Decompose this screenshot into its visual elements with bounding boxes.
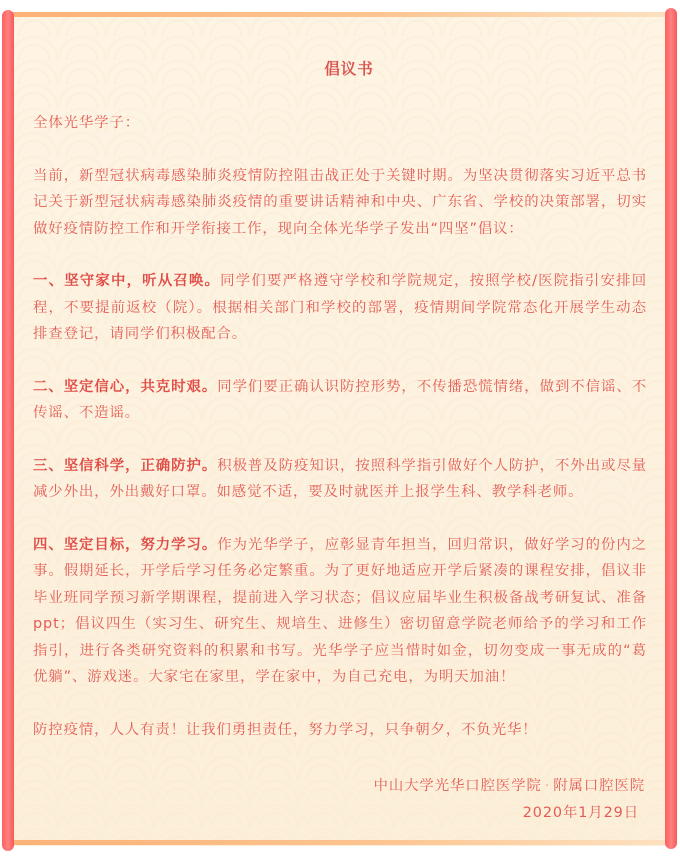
bottom-decorative-line [12, 840, 668, 845]
signature-separator: · [544, 778, 551, 794]
initiative-2 [33, 374, 647, 427]
greeting: 全体光华学子： [33, 115, 141, 131]
signature-date: 2020年1月29日 [522, 804, 639, 821]
signature-organization [33, 773, 647, 800]
page-title: 倡议书 [324, 60, 374, 78]
letter-content [33, 12, 647, 826]
initiative-1-heading: 一、坚守家中，听从召唤。 [33, 273, 221, 289]
initiative-4 [33, 532, 647, 691]
closing-statement: 防控疫情，人人有责！让我们勇担责任，努力学习，只争朝夕，不负光华！ [33, 721, 538, 738]
initiative-2-heading: 二、坚定信心，共克时艰。 [33, 378, 218, 395]
intro-paragraph: 当前，新型冠状病毒感染肺炎疫情防控阻击战正处于关键时期。为坚决贯彻落实习近平总书记关于新型冠状病毒感染肺炎疫情的重要讲话精神和中央、广东省、学校的决策部署，切实做好疫情防控工作和开学衔接工作，现向全体光华学子发出“四坚”倡议： [33, 167, 647, 237]
initiative-3-body: 积极普及防疫知识，按照科学指引做好个人防护，不外出或尽量减少外出，外出戴好口罩。如感觉不适，要及时就医并上报学生科、教学科老师。 [33, 457, 647, 500]
initiative-4-heading: 四、坚定目标，努力学习。 [33, 536, 218, 553]
initiative-2-body: 同学们要正确认识防控形势，不传播恐慌情绪，做到不信谣、不传谣、不造谣。 [33, 378, 647, 421]
initiative-3 [33, 453, 647, 506]
initiative-1 [33, 268, 647, 348]
initiative-3-heading: 三、坚信科学，正确防护。 [33, 457, 218, 474]
initiative-1-body: 同学们要严格遵守学校和学院规定，按照学校/医院指引安排回程，不要提前返校（院）。根据相关部门和学校的部署，疫情期间学院常态化开展学生动态排查登记，请同学们积极配合。 [33, 273, 647, 342]
signature-org-2: 附属口腔医院 [553, 778, 645, 794]
right-scroll-rod [665, 8, 677, 849]
signature-org-1: 中山大学光华口腔医学院 [373, 778, 542, 794]
initiative-4-body: 作为光华学子，应彰显青年担当，回归常识，做好学习的份内之事。假期延长，开学后学习任务必定繁重。为了更好地适应开学后紧凑的课程安排，倡议非毕业班同学预习新学期课程，提前进入学习状态；倡议应届毕业生积极备战考研复试、准备ppt；倡议四生（实习生、研究生、规培生、进修生）密切留意学院老师给予的学习和工作指引，进行各类研究资料的积累和书写。光华学子应当惜时如金，切勿变成一事无成的“葛优躺”、游戏迷。大家宅在家里，学在家中，为自己充电，为明天加油！ [33, 536, 647, 685]
left-scroll-rod [2, 10, 14, 851]
